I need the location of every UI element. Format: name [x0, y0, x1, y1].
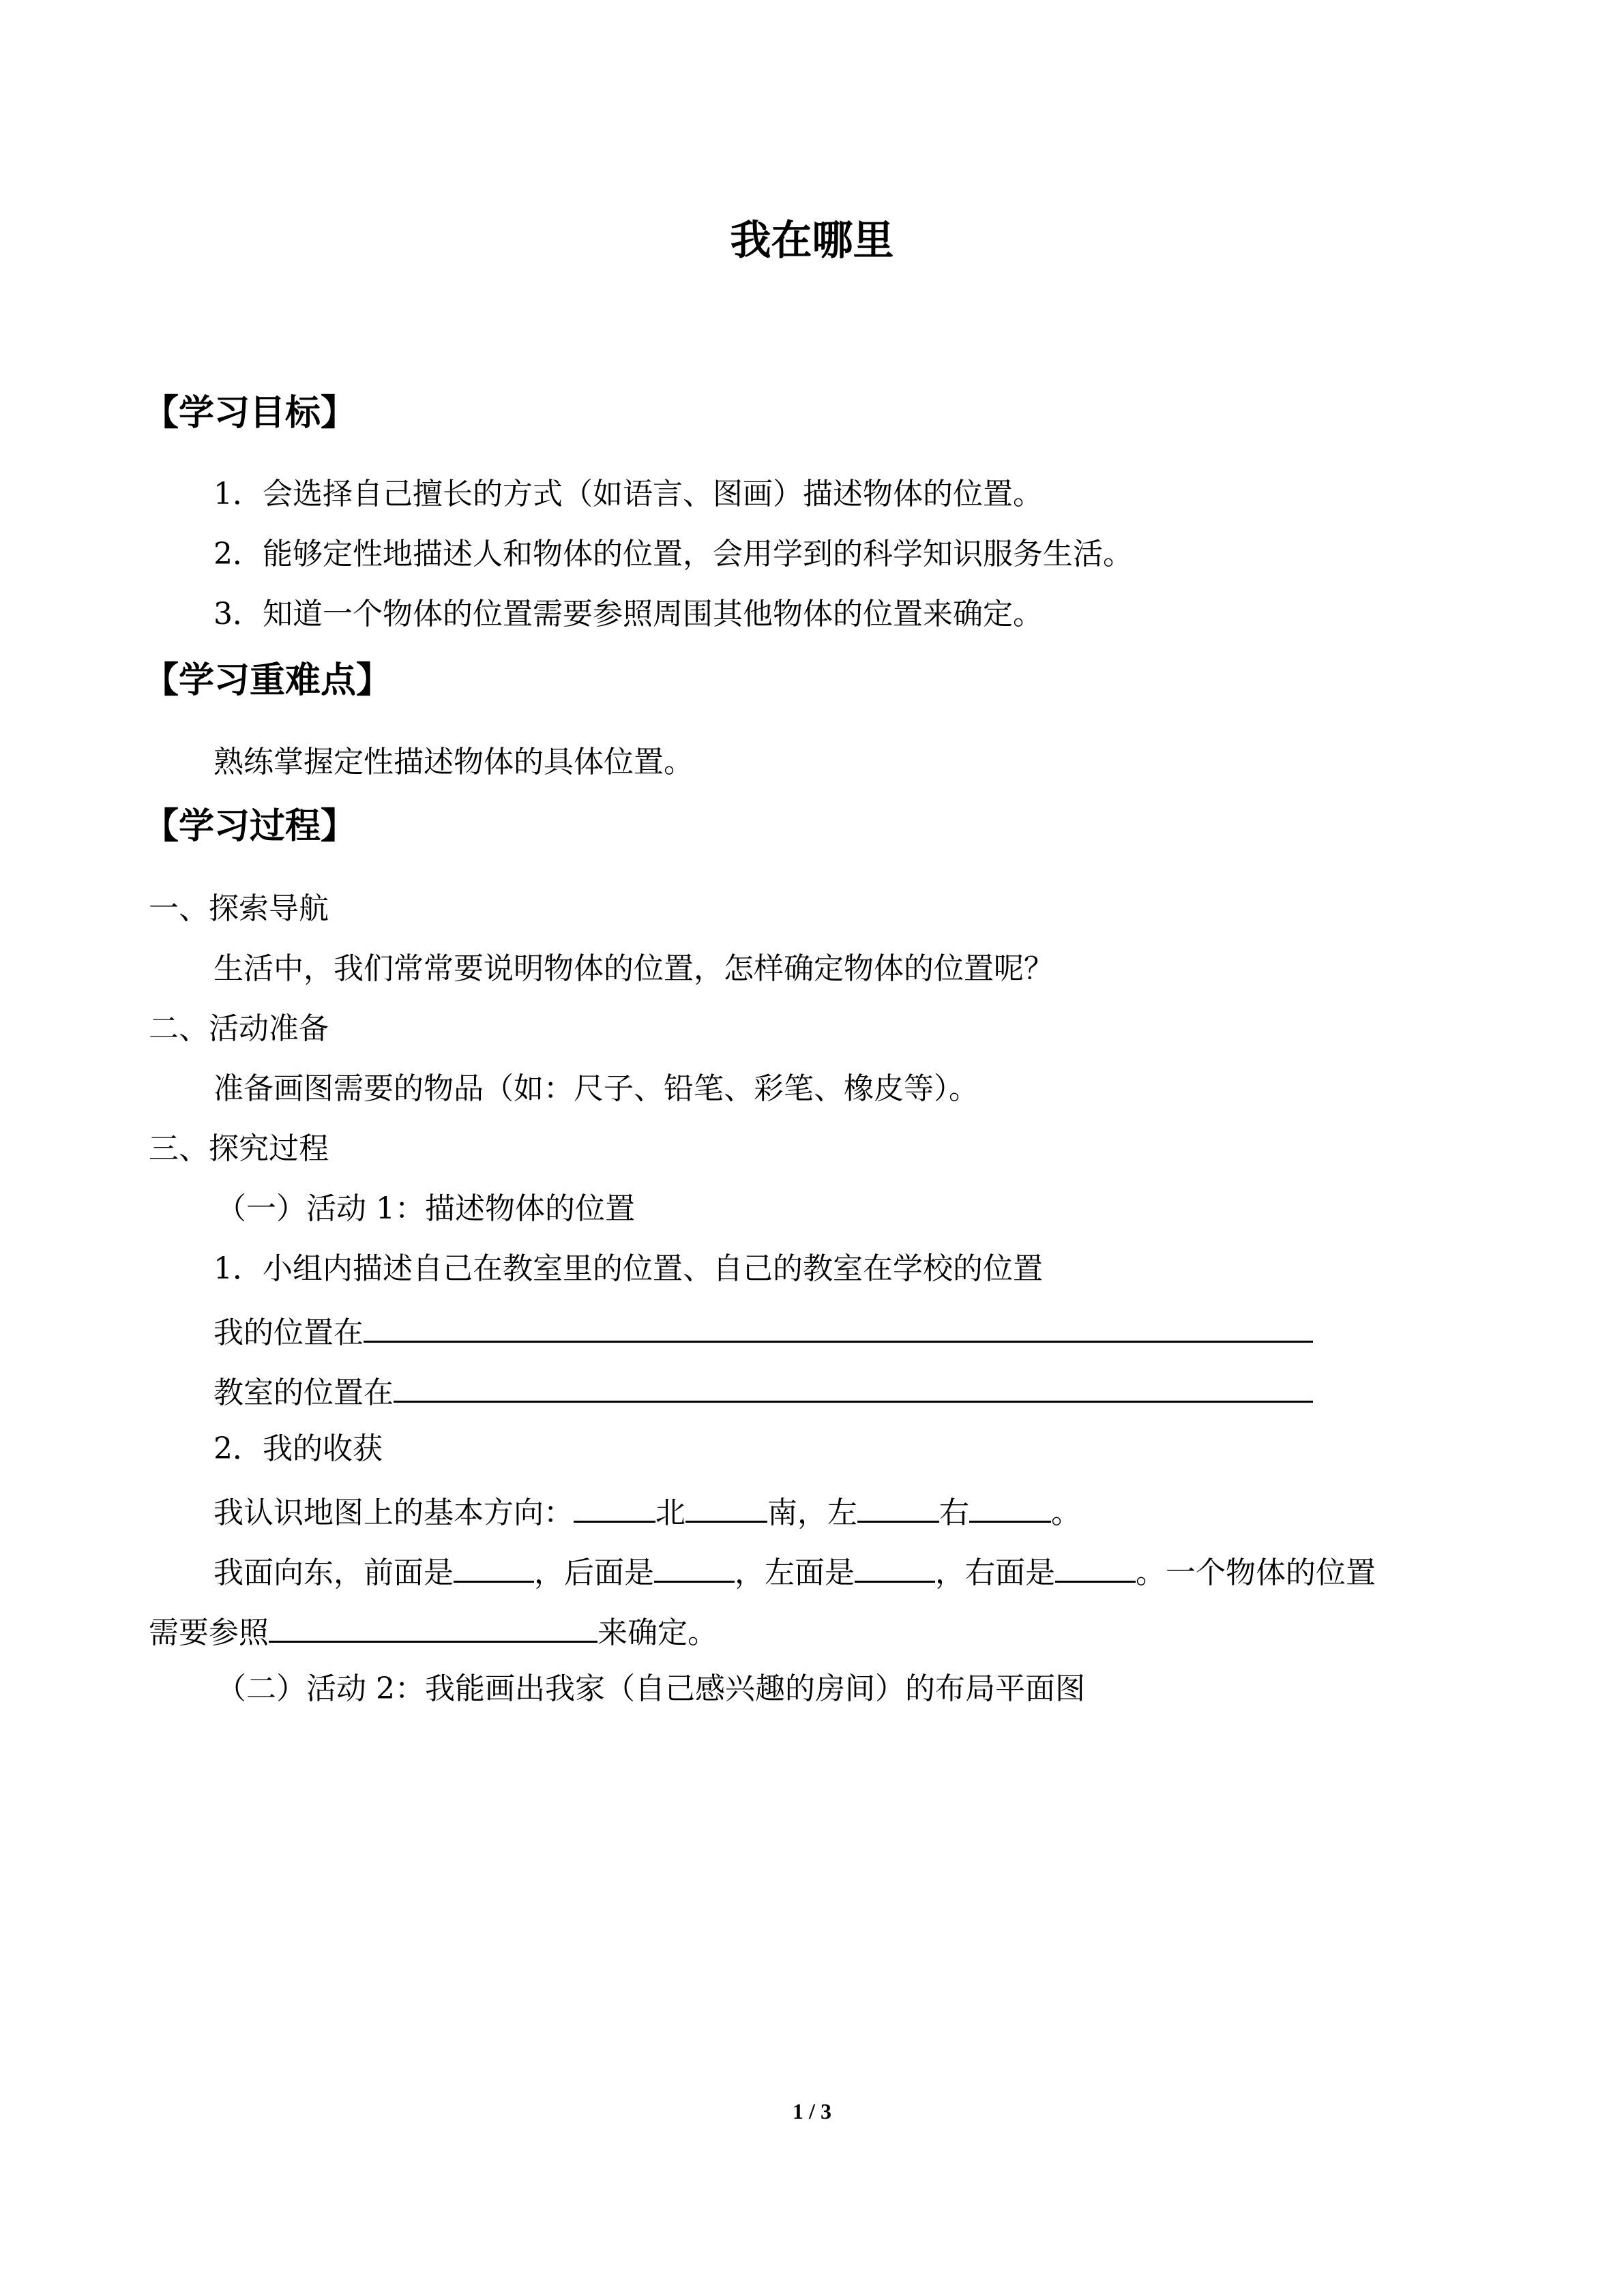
front-blank[interactable]	[454, 1545, 534, 1583]
part1-text: 生活中，我们常常要说明物体的位置，怎样确定物体的位置呢？	[213, 951, 1054, 986]
right-blank[interactable]	[1055, 1545, 1136, 1583]
right-label: 右	[939, 1495, 969, 1530]
part1-title: 一、探索导航	[149, 891, 329, 926]
part3-title: 三、探究过程	[149, 1131, 329, 1166]
reference-suffix: 来确定。	[597, 1615, 718, 1650]
reference-prefix: 需要参照	[149, 1615, 269, 1650]
goal-item-2: 2．能够定性地描述人和物体的位置，会用学到的科学知识服务生活。	[213, 537, 1133, 571]
my-position-line	[213, 1305, 1313, 1357]
activity1-item1: 1．小组内描述自己在教室里的位置、自己的教室在学校的位置	[213, 1251, 1043, 1286]
face-east-end: 。一个物体的位置	[1136, 1555, 1376, 1590]
left-blank[interactable]	[855, 1545, 935, 1583]
face-east-back: ，后面是	[534, 1555, 654, 1590]
classroom-position-label: 教室的位置在	[213, 1375, 394, 1410]
reference-blank[interactable]	[269, 1605, 597, 1643]
blank-1[interactable]	[574, 1485, 655, 1523]
face-east-line	[213, 1545, 1376, 1597]
activity1-item2: 2．我的收获	[213, 1431, 383, 1466]
face-east-left: ，左面是	[735, 1555, 855, 1590]
back-blank[interactable]	[654, 1545, 735, 1583]
face-east-right: ，右面是	[935, 1555, 1055, 1590]
classroom-position-line	[213, 1365, 1313, 1417]
blank-2[interactable]	[685, 1485, 767, 1523]
face-east-front: 我面向东，前面是	[213, 1555, 454, 1590]
south-left-label: 南，左	[767, 1495, 857, 1530]
part2-text: 准备画图需要的物品（如：尺子、铅笔、彩笔、橡皮等）。	[213, 1071, 979, 1106]
page-title: 我在哪里	[730, 217, 894, 265]
blank-4[interactable]	[969, 1485, 1051, 1523]
map-directions-prefix: 我认识地图上的基本方向：	[213, 1495, 574, 1530]
map-directions-end: 。	[1051, 1495, 1081, 1530]
classroom-position-blank[interactable]	[394, 1365, 1313, 1403]
page-number: 1 / 3	[793, 2099, 831, 2123]
goal-item-1: 1．会选择自己擅长的方式（如语言、图画）描述物体的位置。	[213, 477, 1043, 511]
north-label: 北	[655, 1495, 685, 1530]
process-heading: 【学习过程】	[143, 806, 357, 847]
map-directions-line	[213, 1485, 1081, 1537]
my-position-label: 我的位置在	[213, 1315, 364, 1350]
goals-heading: 【学习目标】	[143, 393, 357, 434]
activity1-title: （一）活动 1：描述物体的位置	[216, 1191, 635, 1226]
part2-title: 二、活动准备	[149, 1011, 329, 1046]
key-points-heading: 【学习重难点】	[143, 660, 392, 701]
activity2-title: （二）活动 2：我能画出我家（自己感兴趣的房间）的布局平面图	[216, 1671, 1085, 1706]
reference-line	[149, 1605, 718, 1657]
key-points-text: 熟练掌握定性描述物体的具体位置。	[213, 745, 694, 779]
blank-3[interactable]	[857, 1485, 939, 1523]
goal-item-3: 3．知道一个物体的位置需要参照周围其他物体的位置来确定。	[213, 597, 1043, 631]
my-position-blank[interactable]	[364, 1305, 1313, 1343]
